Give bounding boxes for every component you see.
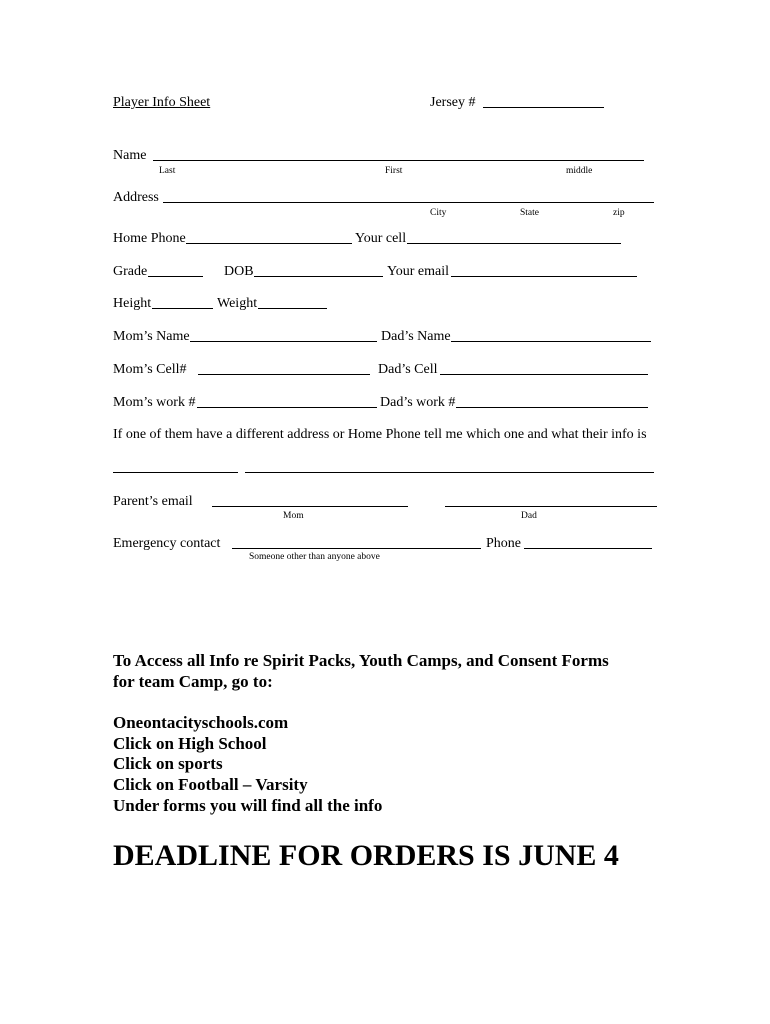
emergency-contact-field[interactable] [232,548,481,549]
instruction-step: Click on Football – Varsity [113,775,308,794]
height-field[interactable] [152,308,213,309]
dad-name-label: Dad’s Name [381,329,451,344]
different-address-note: If one of them have a different address or Home Phone tell me which one and what their info is [113,427,647,442]
other-info-field-1[interactable] [113,472,238,473]
dad-name-field[interactable] [451,341,651,342]
jersey-label: Jersey # [430,95,476,110]
height-label: Height [113,296,152,311]
emergency-phone-label: Phone [486,536,521,551]
mom-work-label: Mom’s work # [113,395,196,410]
dad-cell-field[interactable] [440,374,648,375]
name-label: Name [113,148,147,163]
deadline-heading: DEADLINE FOR ORDERS IS JUNE 4 [113,839,619,872]
dob-label: DOB [224,264,254,279]
address-sub-zip: zip [613,208,625,218]
mom-email-field[interactable] [212,506,408,507]
dob-field[interactable] [254,276,383,277]
other-info-field-2[interactable] [245,472,654,473]
mom-name-field[interactable] [190,341,377,342]
dad-email-field[interactable] [445,506,657,507]
jersey-field[interactable] [483,107,604,108]
cell-label: Your cell [355,231,407,246]
mom-name-label: Mom’s Name [113,329,190,344]
parents-email-sub-dad: Dad [521,511,537,521]
dad-work-label: Dad’s work # [380,395,456,410]
weight-field[interactable] [258,308,327,309]
mom-work-field[interactable] [197,407,377,408]
emergency-sub: Someone other than anyone above [249,552,380,562]
name-field[interactable] [153,160,644,161]
address-sub-city: City [430,208,447,218]
name-sub-middle: middle [566,166,593,176]
instruction-step: Click on sports [113,754,223,773]
email-field[interactable] [451,276,637,277]
cell-field[interactable] [407,243,621,244]
instructions-line-2: for team Camp, go to: [113,672,273,691]
address-field[interactable] [163,202,654,203]
dad-cell-label: Dad’s Cell [378,362,438,377]
parents-email-label: Parent’s email [113,494,193,509]
instruction-step: Under forms you will find all the info [113,796,383,815]
grade-label: Grade [113,264,148,279]
address-sub-state: State [520,208,539,218]
mom-cell-label: Mom’s Cell# [113,362,187,377]
emergency-phone-field[interactable] [524,548,652,549]
page-title: Player Info Sheet [113,95,211,110]
address-label: Address [113,190,159,205]
email-label: Your email [387,264,449,279]
name-sub-last: Last [159,166,176,176]
instructions-line-1: To Access all Info re Spirit Packs, Youth Camps, and Consent Forms [113,651,609,670]
emergency-contact-label: Emergency contact [113,536,221,551]
weight-label: Weight [217,296,258,311]
instruction-step: Click on High School [113,734,267,753]
name-sub-first: First [385,166,403,176]
parents-email-sub-mom: Mom [283,511,304,521]
home-phone-field[interactable] [186,243,352,244]
dad-work-field[interactable] [456,407,648,408]
instruction-step: Oneontacityschools.com [113,713,289,732]
grade-field[interactable] [148,276,203,277]
mom-cell-field[interactable] [198,374,370,375]
home-phone-label: Home Phone [113,231,186,246]
